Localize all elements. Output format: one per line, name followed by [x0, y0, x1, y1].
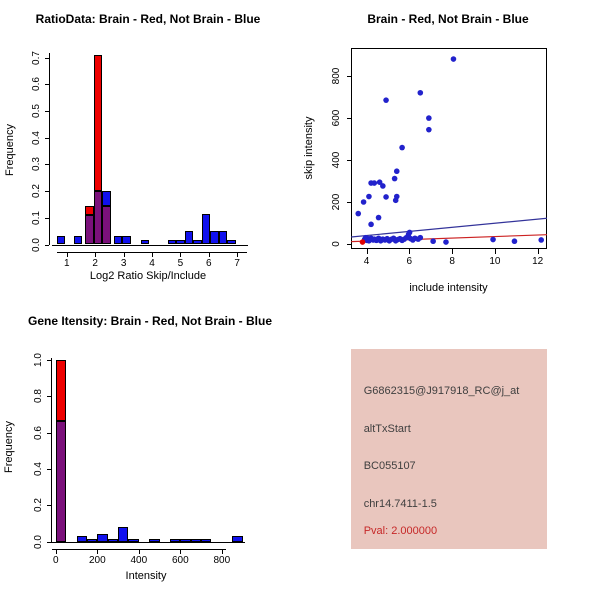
hist-bar-overlap: [94, 191, 103, 244]
x-tick-mark: [180, 549, 181, 554]
scatter-point-not-brain: [490, 236, 496, 242]
x-tick-mark: [452, 249, 453, 254]
hist-bar-blue: [122, 236, 131, 244]
y-tick-mark: [45, 111, 49, 112]
y-tick-label: 0.0: [31, 237, 42, 252]
splice-event-type-text: altTxStart: [363, 423, 411, 435]
scatter-point-not-brain: [355, 210, 361, 216]
gene-info-box: [351, 349, 547, 549]
y-tick-mark: [45, 191, 49, 192]
x-tick-mark: [222, 549, 223, 554]
hist-bar-blue: [227, 240, 236, 244]
hist-bar-blue: [201, 539, 211, 542]
hist-bar-red: [94, 55, 103, 191]
x-tick-label: 5: [177, 257, 184, 269]
y-tick-label: 800: [331, 67, 342, 84]
x-tick-label: 10: [489, 256, 501, 267]
x-tick-label: 200: [88, 554, 106, 566]
hist-bar-blue: [74, 236, 83, 244]
y-tick-label: 0.7: [31, 50, 42, 65]
y-tick-mark: [45, 138, 49, 139]
hist-bar-blue: [97, 534, 107, 542]
x-tick-mark: [367, 249, 368, 254]
y-tick-label: 0: [331, 241, 342, 248]
y-tick-label: 0.2: [33, 498, 44, 513]
x-tick-label: 8: [449, 256, 455, 267]
y-tick-label: 0.6: [31, 77, 42, 92]
scatter-point-not-brain: [375, 214, 381, 220]
scatter-point-not-brain: [406, 229, 412, 235]
y-tick-mark: [45, 218, 49, 219]
gene-accession-text: BC055107: [363, 460, 416, 472]
hist-bar-blue: [114, 236, 123, 244]
scatter-point-not-brain: [426, 127, 432, 133]
x-tick-label: 600: [171, 554, 189, 566]
scatter-point-brain: [359, 239, 365, 245]
y-tick-label: 0.2: [31, 184, 42, 199]
scatter-point-not-brain: [383, 97, 389, 103]
y-tick-mark: [45, 164, 49, 165]
y-tick-label: 600: [331, 109, 342, 127]
hist-bar-blue: [170, 539, 180, 542]
hist-baseline: [52, 245, 248, 246]
scatter-point-not-brain: [399, 144, 405, 150]
hist-bar-blue: [191, 539, 201, 542]
y-tick-label: 1.0: [33, 353, 44, 367]
x-tick-mark: [538, 249, 539, 254]
y-axis-line: [49, 53, 50, 246]
scatter-point-not-brain: [450, 56, 456, 62]
scatter-point-not-brain: [417, 235, 423, 241]
scatter-point-not-brain: [430, 238, 436, 244]
x-tick-label: 6: [406, 256, 413, 267]
hist-bar-blue: [210, 231, 219, 244]
ratio-hist-title: RatioData: Brain - Red, Not Brain - Blue: [35, 12, 261, 26]
hist-bar-blue: [180, 539, 190, 542]
hist-bar-blue: [219, 231, 228, 244]
hist-bar-blue: [77, 536, 87, 541]
hist-baseline: [51, 542, 245, 543]
y-tick-label: 0.6: [33, 425, 44, 440]
hist-bar-overlap: [102, 206, 111, 244]
scatter-xlabel: include intensity: [409, 282, 488, 294]
scatter-point-not-brain: [443, 239, 449, 245]
scatter-point-not-brain: [368, 221, 374, 227]
x-tick-mark: [152, 252, 153, 257]
probe-id-text: G6862315@J917918_RC@j_at: [363, 385, 520, 397]
x-tick-label: 6: [206, 257, 212, 269]
hist-bar-blue: [102, 191, 111, 206]
hist-bar-blue: [168, 240, 177, 244]
hist-bar-blue: [118, 527, 128, 542]
y-tick-mark: [47, 469, 51, 470]
hist-bar-blue: [149, 539, 159, 542]
y-tick-label: 0.3: [31, 157, 42, 172]
x-tick-label: 3: [120, 257, 127, 269]
x-tick-label: 4: [363, 256, 370, 267]
scatter-point-not-brain: [511, 238, 517, 244]
fit-line-not_brain: [351, 218, 547, 237]
y-tick-mark: [45, 245, 49, 246]
x-tick-mark: [180, 252, 181, 257]
pvalue-text: Pval: 2.000000: [363, 525, 438, 537]
y-tick-label: 0.8: [33, 389, 44, 404]
x-tick-mark: [56, 549, 57, 554]
genomic-location-text: chr14.7411-1.5: [363, 498, 437, 510]
y-tick-label: 200: [331, 193, 342, 211]
y-tick-label: 0.4: [33, 462, 44, 476]
y-tick-mark: [47, 505, 51, 506]
scatter-canvas: [351, 48, 547, 249]
x-tick-label: 4: [149, 257, 155, 269]
scatter-point-not-brain: [538, 237, 544, 243]
y-tick-mark: [47, 360, 51, 361]
x-tick-mark: [495, 249, 496, 254]
hist-bar-blue: [193, 240, 202, 244]
hist-bar-blue: [176, 240, 185, 244]
x-tick-label: 2: [92, 257, 98, 269]
hist-bar-blue: [57, 236, 66, 244]
x-tick-label: 7: [234, 257, 240, 269]
hist-bar-blue: [232, 536, 242, 541]
y-tick-label: 0.1: [31, 210, 42, 225]
gene-hist-title: Gene Itensity: Brain - Red, Not Brain - Blue: [27, 314, 273, 328]
x-tick-label: 1: [64, 257, 70, 269]
hist-bar-blue: [141, 240, 150, 244]
ratio-hist-xlabel: Log2 Ratio Skip/Include: [89, 270, 207, 282]
x-tick-mark: [409, 249, 410, 254]
scatter-title: Brain - Red, Not Brain - Blue: [367, 12, 529, 26]
scatter-point-not-brain: [394, 168, 400, 174]
scatter-point-not-brain: [417, 90, 423, 96]
x-tick-label: 800: [213, 554, 231, 566]
scatter-point-not-brain: [380, 183, 386, 189]
hist-bar-red: [85, 206, 94, 215]
scatter-ylabel: skip intensity: [303, 116, 315, 180]
scatter-point-not-brain: [366, 193, 372, 199]
ratio-hist-ylabel: Frequency: [4, 124, 16, 176]
x-tick-mark: [209, 252, 210, 257]
hist-bar-blue: [87, 539, 97, 542]
gene-hist-ylabel: Frequency: [3, 421, 15, 473]
gene-hist-xlabel: Intensity: [125, 570, 167, 582]
y-tick-label: 0.0: [33, 534, 44, 549]
x-tick-mark: [139, 549, 140, 554]
scatter-point-not-brain: [383, 194, 389, 200]
hist-bar-overlap: [56, 421, 66, 542]
x-tick-mark: [124, 252, 125, 257]
y-tick-mark: [45, 58, 49, 59]
hist-bar-overlap: [85, 215, 94, 244]
hist-bar-blue: [202, 214, 211, 245]
hist-bar-red: [56, 360, 66, 421]
y-tick-mark: [47, 433, 51, 434]
x-tick-label: 400: [130, 554, 148, 566]
x-tick-mark: [237, 252, 238, 257]
scatter-point-not-brain: [426, 115, 432, 121]
x-tick-mark: [97, 549, 98, 554]
y-tick-label: 0.4: [31, 130, 42, 145]
x-tick-label: 12: [532, 256, 544, 267]
y-axis-line: [51, 358, 52, 543]
scatter-point-not-brain: [371, 180, 377, 186]
hist-bar-blue: [108, 539, 118, 542]
x-tick-label: 0: [53, 554, 59, 566]
scatter-point-not-brain: [392, 175, 398, 181]
x-tick-mark: [67, 252, 68, 257]
scatter-point-not-brain: [360, 199, 366, 205]
x-tick-mark: [95, 252, 96, 257]
y-tick-mark: [45, 84, 49, 85]
hist-bar-blue: [185, 231, 194, 244]
hist-bar-blue: [128, 539, 138, 542]
y-tick-label: 0.5: [31, 104, 42, 118]
y-tick-label: 400: [331, 151, 342, 169]
y-tick-mark: [47, 396, 51, 397]
scatter-point-not-brain: [393, 197, 399, 203]
